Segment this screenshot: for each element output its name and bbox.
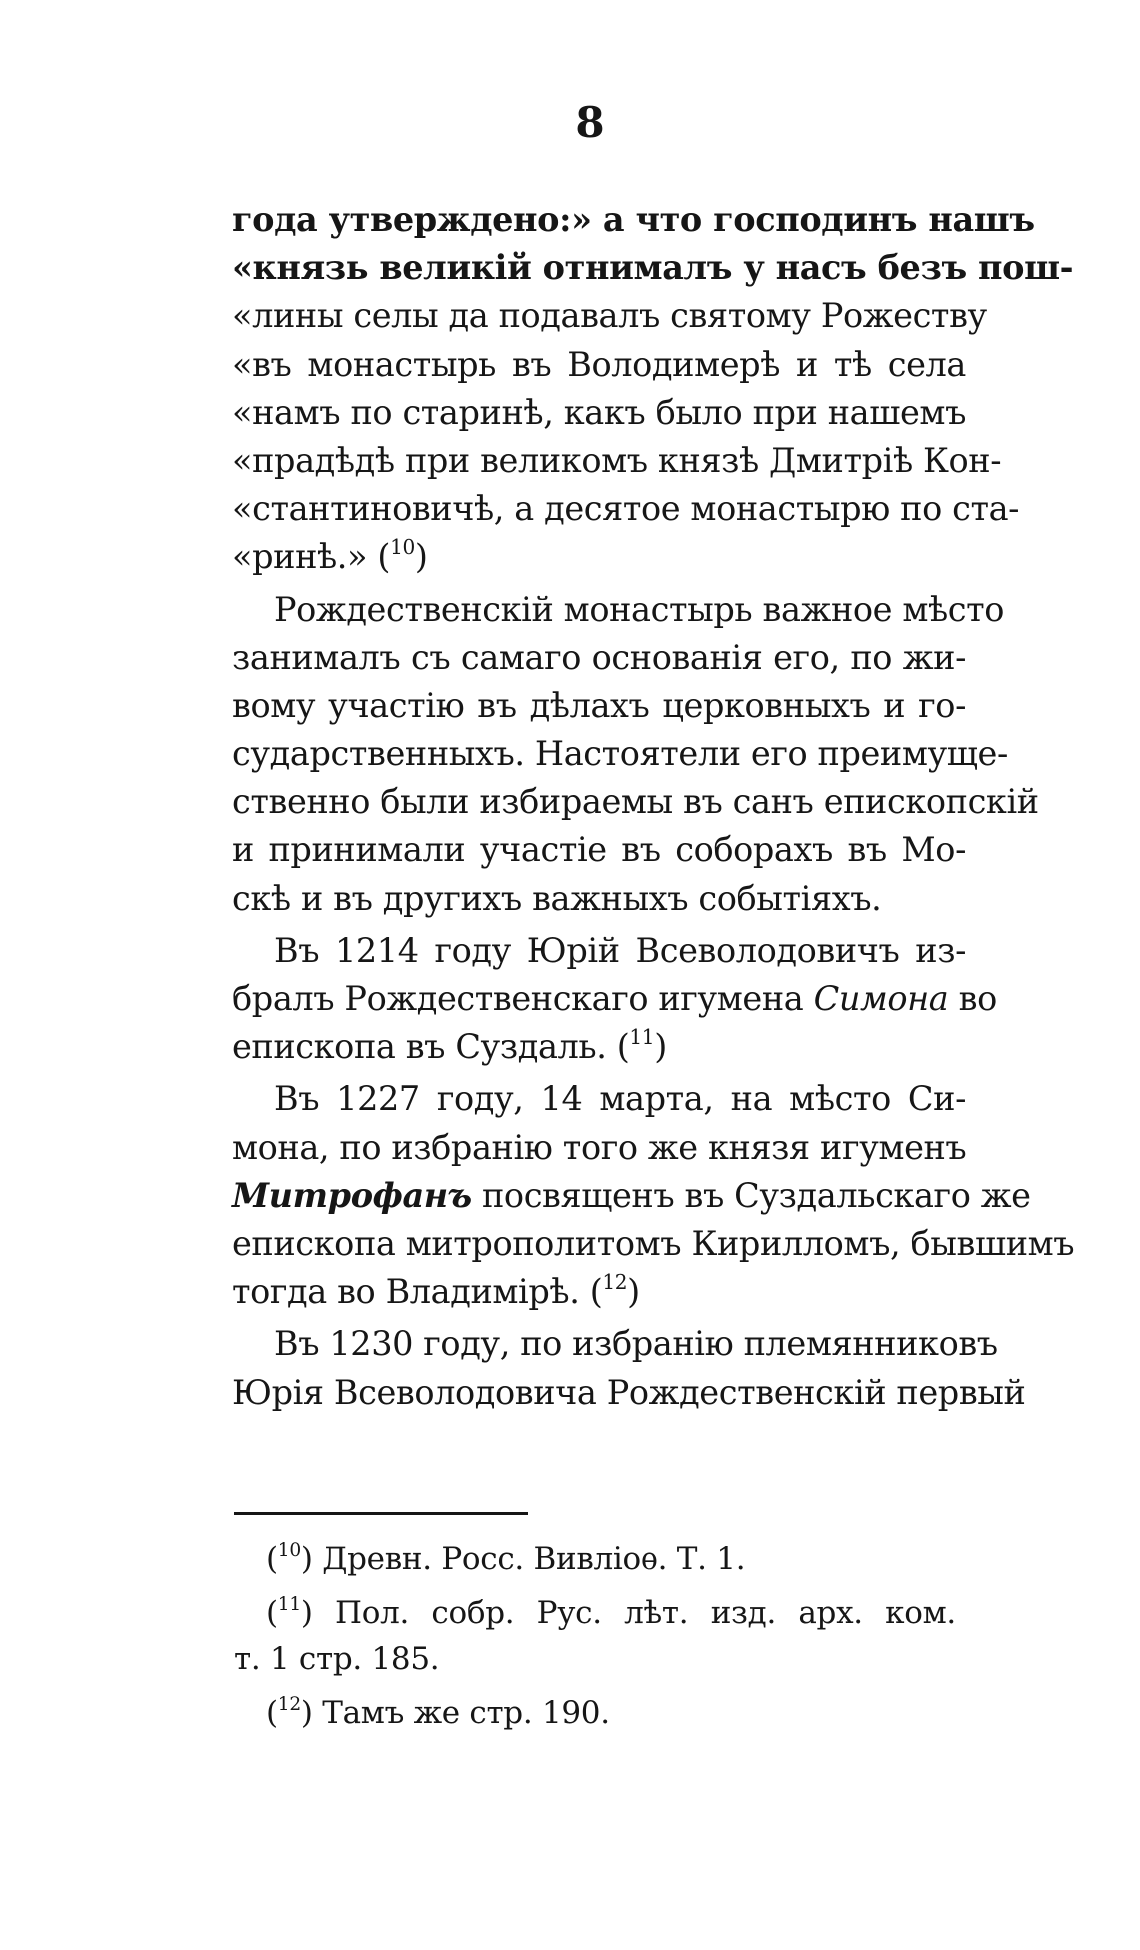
text-line	[232, 778, 1039, 826]
text-span: во	[948, 979, 997, 1018]
text-span: бралъ Рождественскаго игумена	[232, 979, 814, 1018]
text-span: «прадѣдѣ при великомъ князѣ Дмитріѣ Кон-	[232, 440, 1002, 480]
paragraph-3	[232, 927, 966, 975]
text-line	[232, 244, 1074, 292]
text-span: года утверждено:» а что господинъ нашъ	[232, 200, 1035, 239]
paragraph-2	[232, 586, 1005, 634]
body-text	[232, 196, 1075, 1417]
text-span: занималъ съ самаго основанія его, по жи-	[232, 637, 966, 677]
text-line	[232, 196, 1035, 244]
text-line	[232, 1172, 1031, 1220]
text-line	[232, 875, 966, 923]
footnote-10: ($^{10}$) Древн. Росс. Вивліоѳ. Т. 1.	[266, 1539, 746, 1577]
footnote-12: ($^{12}$) Тамъ же стр. 190.	[266, 1693, 610, 1731]
text-span: вому участію въ дѣлахъ церковныхъ и го-	[232, 685, 966, 725]
text-line	[232, 826, 966, 874]
text-span: )	[627, 1272, 640, 1312]
text-line	[274, 586, 1005, 634]
text-line	[232, 292, 987, 340]
paragraph-2-cont	[232, 634, 1039, 923]
text-span: «лины селы да подавалъ святому Рожеству	[232, 296, 987, 336]
text-span: ственно были избираемы въ санъ епископскій	[232, 782, 1039, 822]
paragraph-3-cont	[232, 975, 997, 1071]
text-line	[274, 1320, 998, 1368]
text-line	[232, 1124, 966, 1172]
text-span: епископа митрополитомъ Кирилломъ, бывшимъ	[232, 1223, 1075, 1263]
footnote-ref[interactable]: 10	[390, 535, 415, 560]
text-line	[232, 437, 1002, 485]
text-line	[274, 1075, 966, 1123]
text-line	[232, 1220, 1075, 1268]
text-line	[232, 634, 966, 682]
text-span: посвященъ въ Суздальскаго же	[471, 1175, 1031, 1215]
page-number: 8	[575, 98, 605, 147]
text-span: скѣ и въ другихъ важныхъ событіяхъ.	[232, 878, 882, 918]
text-span: «въ монастырь въ Володимерѣ и тѣ села	[232, 344, 966, 384]
text-span: «намъ по старинѣ, какъ было при нашемъ	[232, 392, 966, 432]
text-line	[232, 389, 966, 437]
footnote-divider	[234, 1512, 528, 1515]
footnote-number: 10	[277, 1539, 301, 1561]
text-span: «князь великій отнималъ у насъ безъ пош-	[232, 248, 1074, 288]
text-span: Рождественскій монастырь важное мѣсто	[274, 589, 1005, 629]
footnote-ref[interactable]: 12	[602, 1270, 628, 1295]
text-line	[232, 485, 1020, 533]
text-span: «стантиновичѣ, а десятое монастырю по ста-	[232, 489, 1020, 529]
text-span: «ринѣ.» (	[232, 537, 391, 577]
text-span: )	[414, 537, 428, 577]
footnote-text: Тамъ же стр. 190.	[322, 1695, 610, 1731]
footnote-11-cont	[234, 1636, 956, 1682]
text-span: Въ 1214 году Юрій Всеволодовичъ из-	[274, 930, 966, 970]
paragraph-5	[232, 1320, 998, 1368]
text-span: Въ 1230 году, по избранію племянниковъ	[274, 1324, 998, 1364]
text-span: мона, по избранію того же князя игуменъ	[232, 1127, 967, 1167]
text-line	[232, 975, 997, 1023]
paragraph-1	[232, 196, 1074, 582]
footnote-11: ($^{11}$) Пол. собр. Рус. лѣт. изд. арх. ком.	[266, 1593, 956, 1631]
footnote-ref[interactable]: 11	[629, 1025, 655, 1050]
text-span: и принимали участіе въ соборахъ въ Мо-	[232, 830, 966, 870]
name-italic: Симона	[813, 979, 949, 1018]
footnote-text: т. 1 стр. 185.	[234, 1641, 440, 1677]
footnotes	[234, 1536, 956, 1736]
footnote-number: 11	[277, 1593, 301, 1615]
text-span: тогда во Владимірѣ. (	[232, 1272, 603, 1312]
text-line	[274, 927, 966, 975]
text-line	[232, 1369, 1026, 1417]
name-bold-italic: Митрофанъ	[232, 1175, 472, 1215]
paragraph-4-cont	[232, 1124, 1075, 1317]
text-span: )	[654, 1027, 667, 1067]
footnote-number: 12	[277, 1693, 301, 1715]
text-span: Въ 1227 году, 14 марта, на мѣсто Си-	[274, 1079, 966, 1119]
text-line	[232, 341, 966, 389]
text-span: сударственныхъ. Настоятели его преимуще-	[232, 734, 1008, 774]
text-line	[232, 533, 966, 581]
footnote-text: Пол. собр. Рус. лѣт. изд. арх. ком.	[335, 1595, 956, 1631]
paragraph-5-cont	[232, 1369, 1026, 1417]
text-span: епископа въ Суздаль. (	[232, 1027, 630, 1067]
text-span: Юрія Всеволодовича Рождественскій первый	[232, 1372, 1026, 1412]
text-line	[232, 1023, 966, 1071]
text-line	[232, 682, 966, 730]
text-line	[232, 730, 1008, 778]
paragraph-4	[232, 1075, 966, 1123]
text-line	[232, 1268, 966, 1316]
footnote-text: Древн. Росс. Вивліоѳ. Т. 1.	[322, 1541, 746, 1577]
